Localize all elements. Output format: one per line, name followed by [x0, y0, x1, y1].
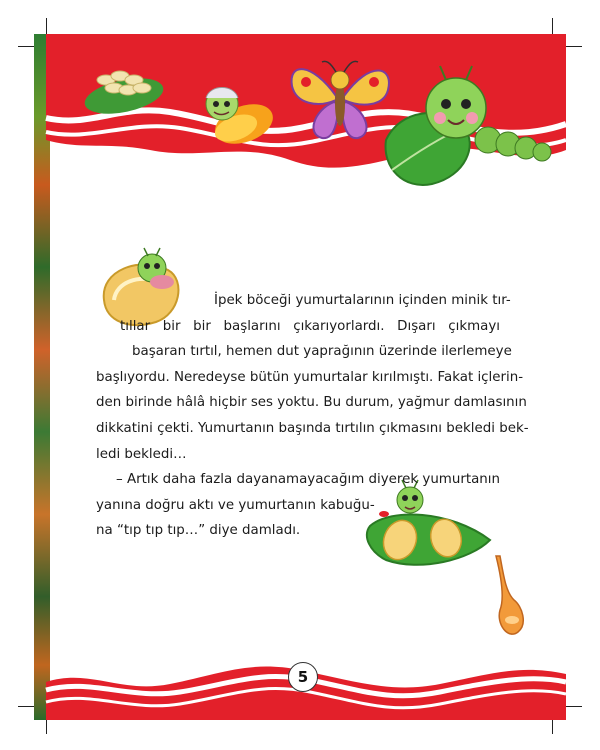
story-line: na “tıp tıp tıp…” diye damladı.: [96, 523, 301, 539]
story-line: başlıyordu. Neredeyse bütün yumurtalar kırılmıştı. Fakat içlerin-: [96, 369, 524, 385]
story-line: tıllar bir bir başlarını çıkarıyorlardı. Dışarı çıkmayı: [120, 318, 500, 334]
story-line: dikkatini çekti. Yumurtanın başında tırtılın çıkmasını bekledi bek-: [96, 420, 529, 436]
story-line: İpek böceği yumurtalarının içinden minik tır-: [214, 293, 511, 308]
page-number: 5: [288, 662, 318, 692]
story-line: yanına doğru aktı ve yumurtanın kabuğu-: [96, 497, 375, 513]
story-line: – Artık daha fazla dayanamayacağım diyerek yumurtanın: [116, 472, 500, 488]
story-text: [96, 288, 529, 544]
story-line: başaran tırtıl, hemen dut yaprağının üzerinde ilerlemeye: [132, 344, 512, 360]
story-line: ledi bekledi…: [96, 446, 187, 462]
raindrop-icon: [496, 556, 523, 634]
story-line: den birinde hâlâ hiçbir ses yoktu. Bu durum, yağmur damlasının: [96, 395, 527, 411]
